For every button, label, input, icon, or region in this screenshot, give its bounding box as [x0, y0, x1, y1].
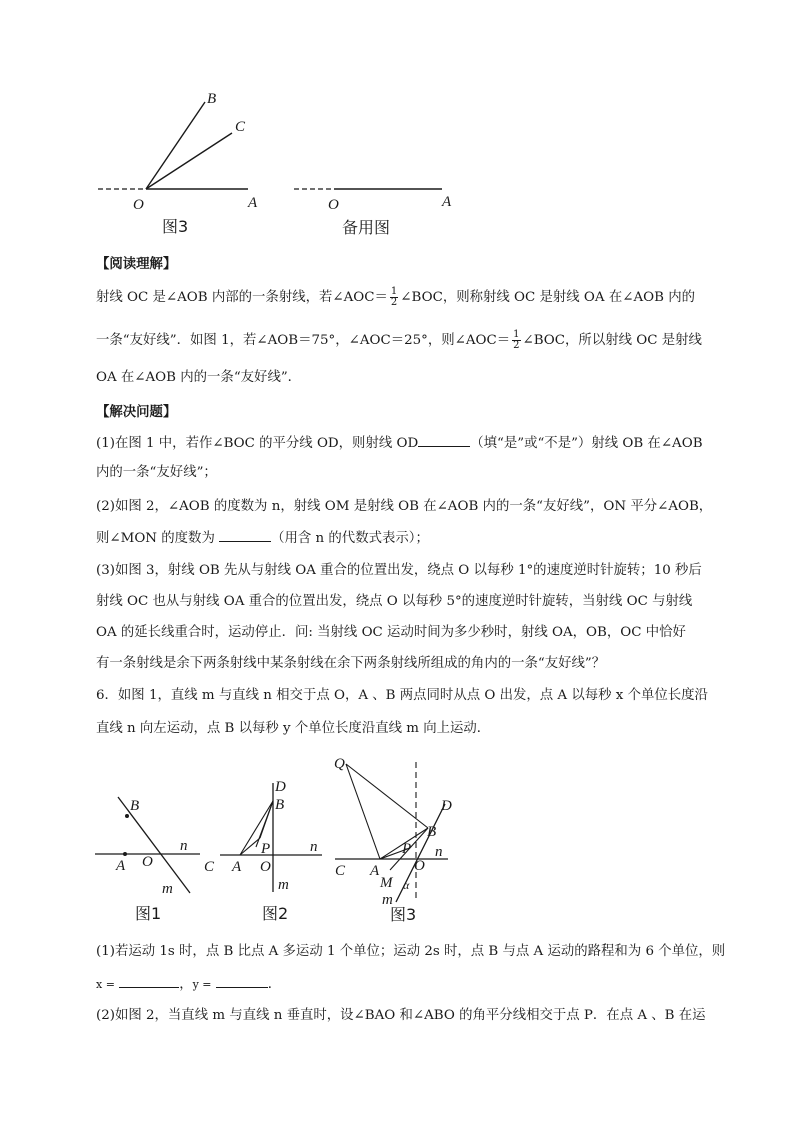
reading-line-3: OA 在∠AOB 内的一条“友好线”．: [96, 370, 302, 385]
label-o: O: [414, 858, 425, 874]
label-a: A: [232, 859, 242, 875]
fraction-half: $\frac{1}{2}$: [390, 286, 398, 308]
label-d: D: [441, 798, 452, 814]
label-o: O: [142, 854, 153, 870]
label-d: D: [275, 779, 286, 795]
angle-figure-3: [90, 85, 290, 240]
label-a: A: [116, 858, 126, 874]
problem-6-question-1-line-1: (1)若运动 1s 时，点 B 比点 A 多运动 1 个单位；运动 2s 时，点 B 与点 A 运动的路程和为 6 个单位，则: [96, 944, 726, 959]
question-3-line-3: OA 的延长线重合时，运动停止．问: 当射线 OC 运动时间为多少秒时，射线 OA，OB，OC 中恰好: [96, 625, 686, 640]
label-n: n: [435, 844, 443, 860]
label-o: O: [328, 197, 339, 213]
reading-line-2: 一条“友好线”．如图 1，若∠AOB＝75°，∠AOC＝25°，则∠AOC＝ $\frac{1}{2}$ ∠BOC，所以射线 OC 是射线: [96, 329, 702, 351]
label-m-point: M: [380, 875, 393, 891]
question-2-line-1: (2)如图 2，∠AOB 的度数为 n，射线 OM 是射线 OB 在∠AOB 内的一条“友好线”，ON 平分∠AOB，: [96, 499, 713, 514]
answer-blank[interactable]: [418, 432, 470, 447]
label-p: P: [402, 841, 412, 857]
label-a: A: [248, 195, 258, 211]
reading-heading: 【阅读理解】: [96, 256, 177, 272]
label-m-line: m: [382, 892, 393, 908]
label-b: B: [207, 91, 217, 107]
label-m: m: [278, 877, 289, 893]
label-m: m: [162, 881, 173, 897]
label-o: O: [260, 859, 271, 875]
label-n: n: [180, 838, 188, 854]
figure-caption: 图2: [262, 904, 289, 923]
problem-6-question-2: (2)如图 2，当直线 m 与直线 n 垂直时，设∠BAO 和∠ABO 的角平分线相交于点 P．在点 A 、B 在运: [96, 1008, 706, 1023]
answer-blank-x[interactable]: [119, 973, 179, 988]
line-figure-2: [200, 775, 330, 930]
label-p: P: [261, 841, 271, 857]
point-a: [123, 852, 127, 856]
point-b: [125, 814, 129, 818]
label-b: B: [427, 824, 437, 840]
ray-ob: [146, 102, 205, 189]
question-1-line-1: (1)在图 1 中，若作∠BOC 的平分线 OD，则射线 OD （填“是”或“不是”）射线 OB 在∠AOB: [96, 432, 716, 454]
problem-6-intro-2: 直线 n 向左运动，点 B 以每秒 y 个单位长度沿直线 m 向上运动．: [96, 721, 491, 736]
question-1-line-2: 内的一条“友好线”；: [96, 465, 217, 480]
label-c: C: [235, 119, 246, 135]
label-c: C: [335, 863, 346, 879]
label-o: O: [133, 197, 144, 213]
ray-oc: [146, 133, 232, 189]
question-2-line-2: 则∠MON 的度数为 （用含 n 的代数式表示）；: [96, 527, 716, 549]
line-figure-3: [330, 752, 460, 932]
angle-figure-backup: [290, 178, 470, 243]
label-c: C: [204, 859, 215, 875]
question-3-line-1: (3)如图 3，射线 OB 先从与射线 OA 重合的位置出发，绕点 O 以每秒 1°的速度逆时针旋转；10 秒后: [96, 563, 702, 578]
line-figure-1: [90, 790, 205, 930]
solve-heading: 【解决问题】: [96, 404, 177, 420]
answer-blank[interactable]: [219, 527, 271, 542]
figure-caption: 备用图: [342, 218, 391, 237]
question-3-line-2: 射线 OC 也从与射线 OA 重合的位置出发，绕点 O 以每秒 5°的速度逆时针旋转，当射线 OC 与射线: [96, 594, 693, 609]
label-a: A: [442, 194, 452, 210]
label-q: Q: [334, 756, 345, 772]
label-alpha: α: [403, 878, 410, 892]
figure-caption: 图3: [390, 905, 417, 924]
label-n: n: [310, 839, 318, 855]
segment-qa: [346, 764, 380, 859]
label-b: B: [130, 798, 140, 814]
reading-line-1: 射线 OC 是∠AOB 内部的一条射线，若∠AOC＝ $\frac{1}{2}$ ∠BOC，则称射线 OC 是射线 OA 在∠AOB 内的: [96, 286, 695, 308]
label-b: B: [275, 797, 285, 813]
label-a: A: [370, 863, 380, 879]
answer-blank-y[interactable]: [216, 973, 268, 988]
fraction-half: $\frac{1}{2}$: [513, 329, 520, 351]
question-3-line-4: 有一条射线是余下两条射线中某条射线在余下两条射线所组成的角内的一条“友好线”？: [96, 656, 606, 671]
problem-6-question-1-line-2: x = ，y = ．: [96, 973, 716, 995]
problem-6-intro-1: 6．如图 1，直线 m 与直线 n 相交于点 O，A 、B 两点同时从点 O 出发，点 A 以每秒 x 个单位长度沿: [96, 688, 708, 703]
figure-caption: 图1: [135, 904, 162, 923]
figure-caption: 图3: [162, 217, 189, 236]
bisector-ap: [240, 838, 260, 855]
